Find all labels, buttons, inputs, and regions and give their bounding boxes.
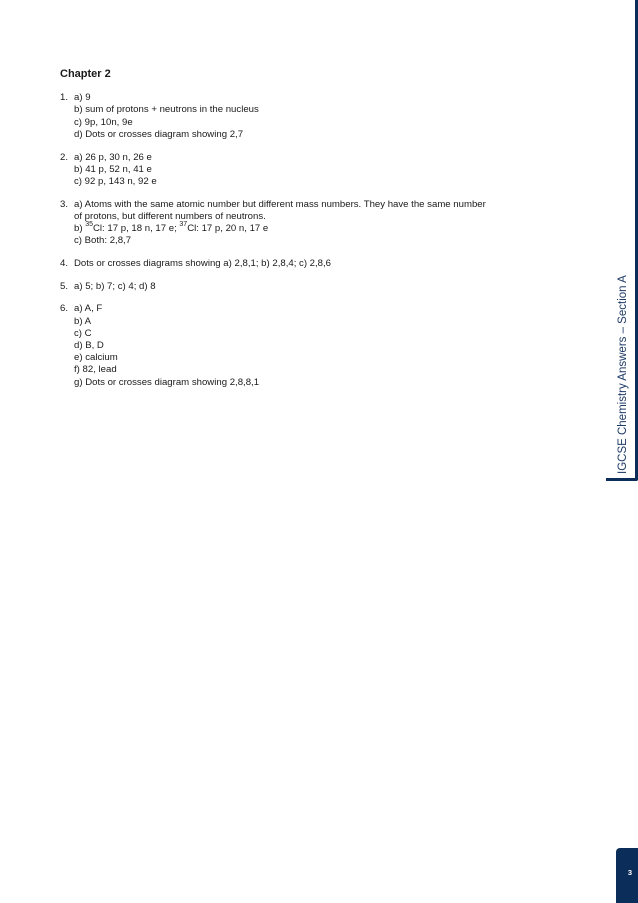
question-number: 3. bbox=[60, 198, 69, 210]
question-number: 5. bbox=[60, 280, 69, 292]
answer-line: b) A bbox=[74, 315, 92, 327]
answer-line: g) Dots or crosses diagram showing 2,8,8,1 bbox=[74, 376, 260, 388]
question-number: 2. bbox=[60, 151, 69, 163]
answer-line: c) C bbox=[74, 327, 92, 339]
chapter-title: Chapter 2 bbox=[60, 68, 111, 80]
answer-line: Dots or crosses diagrams showing a) 2,8,1; b) 2,8,4; c) 2,8,6 bbox=[74, 257, 332, 269]
answer-line: f) 82, lead bbox=[74, 364, 117, 376]
answer-prefix: b) bbox=[74, 223, 86, 235]
question-3 bbox=[60, 199, 580, 248]
answer-line: b) 41 p, 52 n, 41 e bbox=[74, 163, 152, 175]
answer-line: b) sum of protons + neutrons in the nucleus bbox=[74, 104, 259, 116]
question-1 bbox=[60, 92, 580, 141]
answer-line: a) Atoms with the same atomic number but different mass numbers. They have the same number bbox=[74, 198, 486, 210]
answer-line: c) 92 p, 143 n, 92 e bbox=[74, 175, 157, 187]
question-number: 4. bbox=[60, 257, 69, 269]
page-number: 3 bbox=[627, 868, 632, 877]
isotope-35-text: Cl: 17 p, 18 n, 17 e; bbox=[93, 223, 180, 235]
question-4 bbox=[60, 258, 580, 270]
mass-number-37: 37 bbox=[179, 220, 188, 228]
answer-line-isotopes bbox=[74, 220, 580, 235]
answer-line: c) Both: 2,8,7 bbox=[74, 235, 132, 247]
answer-line: a) 26 p, 30 n, 26 e bbox=[74, 151, 152, 163]
question-2 bbox=[60, 152, 580, 189]
answer-line: c) 9p, 10n, 9e bbox=[74, 116, 133, 128]
answer-line: d) Dots or crosses diagram showing 2,7 bbox=[74, 128, 244, 140]
answer-line: d) B, D bbox=[74, 339, 104, 351]
isotope-37-text: Cl: 17 p, 20 n, 17 e bbox=[187, 223, 269, 235]
answers-content bbox=[60, 68, 580, 399]
question-6 bbox=[60, 303, 580, 388]
answer-line: a) A, F bbox=[74, 303, 103, 315]
mass-number-35: 35 bbox=[85, 220, 93, 228]
answer-line: a) 5; b) 7; c) 4; d) 8 bbox=[74, 280, 156, 292]
side-tab bbox=[607, 0, 638, 480]
question-number: 6. bbox=[60, 303, 69, 315]
section-title: IGCSE Chemistry Answers – Section A bbox=[617, 275, 629, 474]
question-number: 1. bbox=[60, 92, 69, 104]
answer-line: e) calcium bbox=[74, 352, 118, 364]
answer-line: of protons, but different numbers of neutrons. bbox=[74, 210, 266, 222]
question-5 bbox=[60, 281, 580, 293]
answer-line: a) 9 bbox=[74, 92, 91, 104]
